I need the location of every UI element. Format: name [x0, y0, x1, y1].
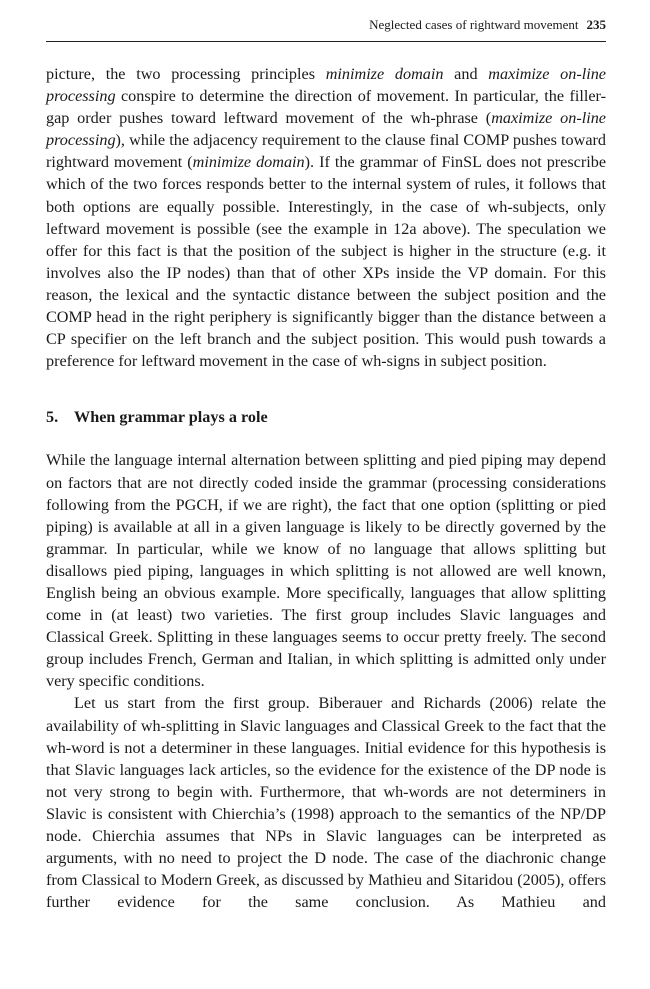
- section-heading: [46, 406, 606, 428]
- p1-text-3: conspire to determine the direction of movement. In particular, the filler-gap order pushes toward leftward movement of the wh-phrase (: [46, 87, 606, 128]
- p1-italic-3: maximize on-line processing: [46, 109, 606, 150]
- p1-italic-1: minimize domain: [325, 65, 444, 83]
- p1-italic-4: minimize domain: [192, 153, 305, 172]
- page-body: [46, 63, 606, 935]
- p1-text-2: and: [443, 65, 489, 83]
- section-number: 5.: [46, 408, 59, 427]
- p1-italic-2: maximize on-line processing: [46, 65, 606, 106]
- paragraph-2: While the language internal alternation between splitting and pied piping may depend on factors that are not directly coded inside the grammar (processing considerations following from the PGCH, if we are right), the fact that one option (splitting or pied piping) is available at all in a given language is likely to be directly governed by the grammar. In particular, while we know of no language that allows splitting but disallows pied piping, languages in which splitting is not allowed are well known, English being an obvious example. More specifically, languages that allow splitting come in (at least) two varieties. The first group includes Slavic languages and Classical Greek. Splitting in these languages seems to occur pretty freely. The second group includes French, German and Italian, in which splitting is admitted only under very specific conditions.: [46, 451, 606, 691]
- page-number: 235: [586, 17, 606, 32]
- paragraph-1: [46, 63, 606, 372]
- p1-text-4: ), while the adjacency requirement to the clause final COMP pushes toward rightward movement (: [46, 131, 606, 172]
- section-title: When grammar plays a role: [74, 408, 268, 427]
- paragraph-3: Let us start from the first group. Biberauer and Richards (2006) relate the availability of wh-splitting in Slavic languages and Classical Greek to the fact that the wh-word is not a determiner in these languages. Initial evidence for this hypothesis is that Slavic languages lack articles, so the evidence for the existence of the DP node is not very strong to begin with. Furthermore, that wh-words are not determiners in Slavic is consistent with Chierchia’s (1998) approach to the semantics of the NP/DP node. Chierchia assumes that NPs in Slavic languages can be interpreted as arguments, with no need to project the D node. The case of the diachronic change from Classical to Modern Greek, as discussed by Mathieu and Sitaridou (2005), offers further evidence for the same conclusion. As Mathieu and: [46, 694, 606, 912]
- running-title: Neglected cases of rightward movement: [369, 17, 579, 32]
- running-header: [46, 17, 606, 42]
- p1-text-1: picture, the two processing principles: [46, 65, 326, 83]
- p1-text-5: ). If the grammar of FinSL does not prescribe which of the two forces responds better to the internal system of rules, it follows that both options are equally possible. Interestingly, in the case of wh-subjects, only leftward movement is possible (see the example in 12a above). The speculation we offer for this fact is that the position of the subject is higher in the structure (e.g. it involves also the IP nodes) than that of other XPs inside the VP domain. For this reason, the lexical and the syntactic distance between the subject position and the COMP head in the right periphery is significantly bigger than the distance between a CP specifier on the left branch and the subject position. This would push towards a preference for leftward movement in the case of wh-signs in subject position.: [46, 153, 607, 371]
